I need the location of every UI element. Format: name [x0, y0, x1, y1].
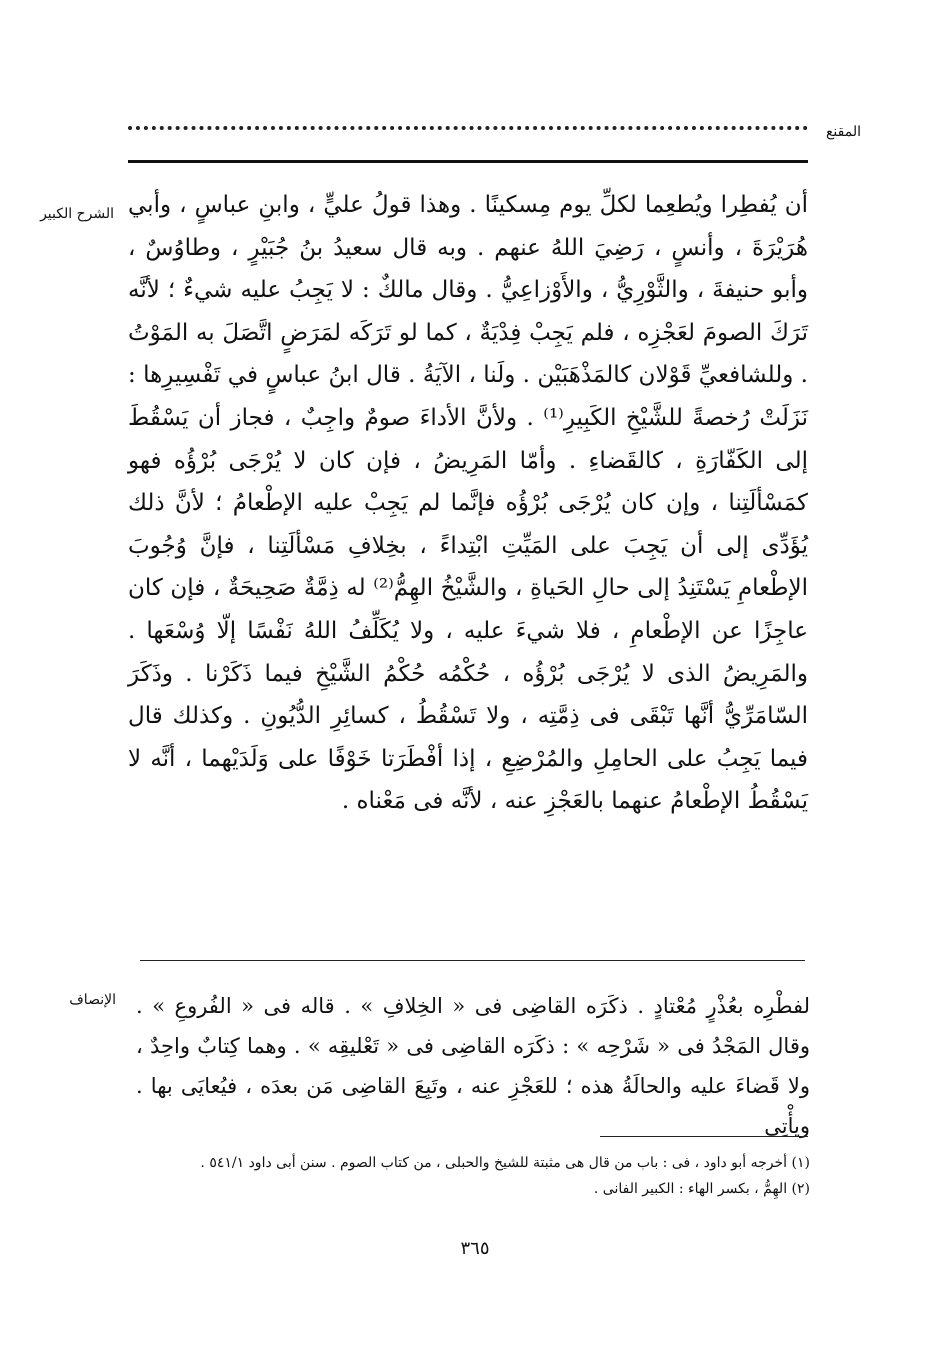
- page-number: ٣٦٥: [460, 1238, 490, 1259]
- footnote-separator: [600, 1136, 808, 1137]
- main-text-block: [128, 184, 808, 823]
- section-separator: [140, 960, 805, 961]
- main-paragraph: أن يُفطِرا ويُطعِما لكلِّ يوم مِسكينًا . وهذا قولُ عليٍّ ، وابنِ عباسٍ ، وأبي هُرَيْرَةَ ، وأنسٍ ، رَضِيَ اللهُ عنهم . وبه قال سعيدُ بنُ جُبَيْرٍ ، وطاوُسٌ ، وأبو حنيفةَ ، والثَّوْرِيُّ ، والأَوْزاعِيُّ . وقال مالكٌ : لا يَجِبُ عليه شيءٌ ؛ لأنَّه تَرَكَ الصومَ لعَجْزِه ، فلم يَجِبْ فِدْيَةٌ ، كما لو تَرَكَه لمَرَضٍ اتَّصَلَ به المَوْتُ . وللشافعيِّ قَوْلان كالمَذْهَبَيْن . ولَنا ، الآيَةُ . قال ابنُ عباسٍ في تَفْسِيرِها : نَزَلَتْ رُخصةً للشَّيْخِ الكَبِيرِ⁽¹⁾ . ولأنَّ الأداءَ صومٌ واجِبٌ ، فجاز أن يَسْقُطَ إلى الكَفّارَةِ ، كالقَضاءِ . وأمّا المَرِيضُ ، فإن كان لا يُرْجَى بُرْؤُه فهو كمَسْألَتِنا ، وإن كان يُرْجَى بُرْؤُه فإنَّما لم يَجِبْ عليه الإطْعامُ ؛ لأنَّ ذلك يُؤَدِّى إلى أن يَجِبَ على المَيِّتِ ابْتِداءً ، بخِلافِ مَسْألَتِنا ، فإنَّ وُجُوبَ الإطْعامِ يَسْتَنِدُ إلى حالِ الحَياةِ ، والشَّيْخُ الهِمُّ⁽²⁾ له ذِمَّةٌ صَحِيحَةٌ ، فإن كان عاجِزًا عن الإطْعامِ ، فلا شيءَ عليه ، ولا يُكَلِّفُ اللهُ نَفْسًا إلّا وُسْعَها . والمَرِيضُ الذى لا يُرْجَى بُرْؤُه ، حُكْمُه حُكْمُ الشَّيْخِ فيما ذَكَرْنا . وذَكَرَ السّامَرِّيُّ أنَّها تَبْقَى فى ذِمَّتِه ، ولا تَسْقُطُ ، كسائِرِ الدُّيُونِ . وكذلك قال فيما يَجِبُ على الحامِلِ والمُرْضِعِ ، إذا أفْطَرَتا خَوْفًا على وَلَدَيْهما ، أنَّه لا يَسْقُطُ الإطْعامُ عنهما بالعَجْزِ عنه ، لأنَّه فى مَعْناه .: [128, 192, 809, 815]
- footnote-2: (٢) الهِمُّ ، بكسر الهاء : الكبير الفانى .: [593, 1181, 810, 1197]
- header-title: المقنع: [825, 124, 861, 140]
- insaf-paragraph: لفطْرِه بعُذْرٍ مُعْتادٍ . ذكَرَه القاضِى فى « الخِلافِ » . قاله فى « الفُروعِ » . وقال المَجْدُ فى « شَرْحِه » : ذكَرَه القاضِى فى « تَعْليقِه » . وهما كِتابٌ واحِدٌ ، ولا قَضاءَ عليه والحالَةُ هذه ؛ للعَجْزِ عنه ، وتَبِعَ القاضِى مَن بعدَه ، فيُعايَى بها . ويأْتِى: [136, 994, 810, 1138]
- sharh-label: الشرح الكبير: [40, 206, 114, 222]
- footnote-1: (١) أخرجه أبو داود ، فى : باب من قال هى مثبتة للشيخ والحبلى ، من كتاب الصوم . سنن أبى داود ٥٤١/١ .: [200, 1155, 810, 1171]
- header-dotted-line: [128, 126, 808, 130]
- footnotes: [140, 1150, 810, 1202]
- insaf-label: الإنصاف: [69, 992, 116, 1008]
- header-rule: [128, 160, 808, 163]
- page-header: [128, 118, 861, 158]
- insaf-text-block: [136, 986, 810, 1146]
